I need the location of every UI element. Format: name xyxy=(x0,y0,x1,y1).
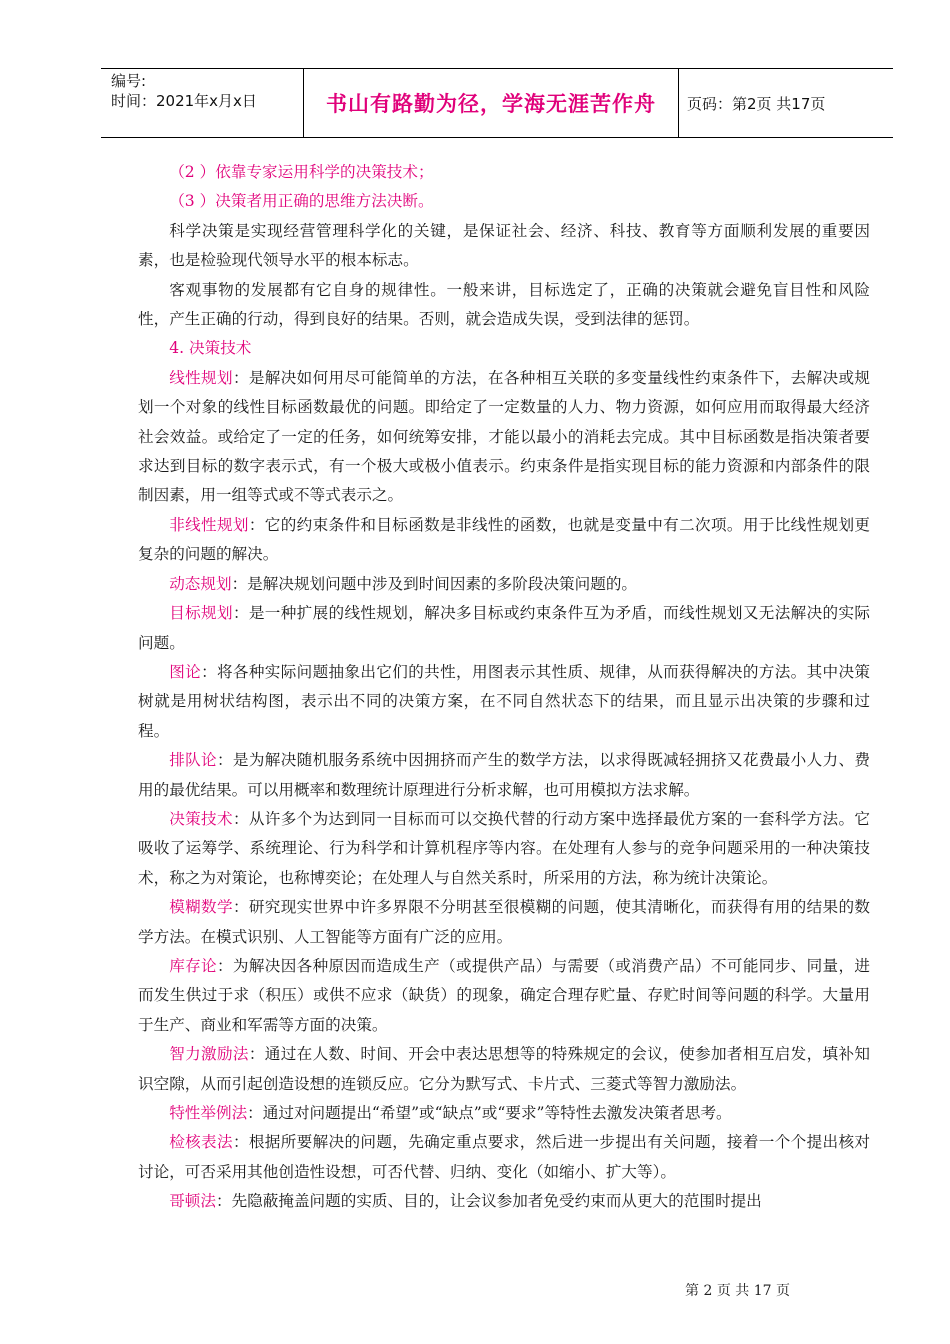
term-label: 排队论 xyxy=(169,751,217,770)
term-definition: ：为解决因各种原因而造成生产（或提供产品）与需要（或消费产品）不可能同步、同量，进而发生供过于求（积压）或供不应求（缺货）的现象，确定合理存贮量、存贮时间等问题的科学。大量用于生产、商业和军需等方面的决策。 xyxy=(138,956,870,1034)
header-page-label: 页码：第2页 共17页 xyxy=(687,94,826,113)
term-label: 目标规划 xyxy=(169,604,233,623)
term-label: 模糊数学 xyxy=(169,898,233,917)
term-definition: ：是一种扩展的线性规划，解决多目标或约束条件互为矛盾，而线性规划又无法解决的实际问题。 xyxy=(138,604,870,652)
term-paragraph xyxy=(138,570,870,599)
term-definition: ：将各种实际问题抽象出它们的共性，用图表示其性质、规律，从而获得解决的方法。其中决策树就是用树状结构图，表示出不同的决策方案，在不同自然状态下的结果，而且显示出决策的步骤和过程。 xyxy=(138,662,870,740)
document-number-label: 编号: xyxy=(111,72,147,90)
header-slogan: 书山有路勤为径，学海无涯苦作舟 xyxy=(304,69,679,137)
term-label: 哥顿法 xyxy=(169,1192,216,1211)
term-label: 决策技术 xyxy=(169,809,233,828)
term-paragraph xyxy=(138,658,870,746)
page-header xyxy=(101,68,893,138)
term-label: 检核表法 xyxy=(169,1133,233,1152)
page-footer-number: 第 2 页 共 17 页 xyxy=(685,1283,790,1299)
term-definition: ：根据所要解决的问题，先确定重点要求，然后进一步提出有关问题，接着一个个提出核对讨论，可否采用其他创造性设想，可否代替、归纳、变化（如缩小、扩大等）。 xyxy=(138,1133,870,1181)
term-label: 非线性规划 xyxy=(169,515,249,534)
term-label: 图论 xyxy=(169,662,202,681)
term-definition: ：研究现实世界中许多界限不分明甚至很模糊的问题，使其清晰化，而获得有用的结果的数学方法。在模式识别、人工智能等方面有广泛的应用。 xyxy=(138,898,870,946)
term-definition: ：它的约束条件和目标函数是非线性的函数，也就是变量中有二次项。用于比线性规划更复杂的问题的解决。 xyxy=(138,515,870,564)
term-paragraph xyxy=(138,952,870,1040)
paragraph: 科学决策是实现经营管理科学化的关键，是保证社会、经济、科技、教育等方面顺利发展的重要因素，也是检验现代领导水平的根本标志。 xyxy=(138,221,870,270)
term-definition: ：是为解决随机服务系统中因拥挤而产生的数学方法，以求得既减轻拥挤又花费最小人力、费用的最优结果。可以用概率和数理统计原理进行分析求解，也可用模拟方法求解。 xyxy=(138,751,870,799)
term-paragraph xyxy=(138,1128,870,1187)
term-definition: ：从许多个为达到同一目标而可以交换代替的行动方案中选择最优方案的一套科学方法。它吸收了运筹学、系统理论、行为科学和计算机程序等内容。在处理有人参与的竞争问题采用的一种决策技术，称之为对策论，也称博奕论；在处理人与自然关系时，所采用的方法，称为统计决策论。 xyxy=(138,809,870,887)
term-paragraph xyxy=(138,1040,870,1099)
term-paragraph xyxy=(138,599,870,658)
term-definition: ：通过对问题提出“希望”或“缺点”或“要求”等特性去激发决策者思考。 xyxy=(247,1104,732,1122)
term-paragraph xyxy=(138,746,870,805)
term-label: 线性规划 xyxy=(169,368,233,387)
term-label: 特性举例法 xyxy=(169,1104,248,1122)
term-definition: ：通过在人数、时间、开会中表达思想等的特殊规定的会议，使参加者相互启发，填补知识空隙，从而引起创造设想的连锁反应。它分为默写式、卡片式、三菱式等智力激励法。 xyxy=(138,1045,870,1093)
paragraph: （2 ）依靠专家运用科学的决策技术； xyxy=(169,163,434,181)
term-definition: ：是解决如何用尽可能简单的方法，在各种相互关联的多变量线性约束条件下，去解决或规划一个对象的线性目标函数最优的问题。即给定了一定数量的人力、物力资源，如何应用而取得最大经济社会效益。或给定了一定的任务，如何统筹安排，才能以最小的消耗去完成。其中目标函数是指决策者要求达到目标的数字表示式，有一个极大或极小值表示。约束条件是指实现目标的能力资源和内部条件的限制因素，用一组等式或不等式表示之。 xyxy=(138,368,870,505)
term-paragraph xyxy=(138,364,870,511)
term-paragraph xyxy=(138,805,870,893)
header-meta xyxy=(101,69,304,137)
term-paragraph xyxy=(138,511,870,570)
term-paragraph xyxy=(138,893,870,952)
term-label: 动态规划 xyxy=(169,574,232,593)
term-paragraph xyxy=(138,1099,870,1128)
section-heading: 4. 决策技术 xyxy=(169,339,252,358)
term-definition: ：是解决规划问题中涉及到时间因素的多阶段决策问题的。 xyxy=(231,574,638,593)
document-body xyxy=(138,158,870,1217)
paragraph: （3 ）决策者用正确的思维方法决断。 xyxy=(169,192,434,211)
term-definition: ：先隐蔽掩盖问题的实质、目的，让会议参加者免受约束而从更大的范围时提出 xyxy=(215,1192,762,1211)
term-label: 库存论 xyxy=(169,956,217,975)
term-paragraph xyxy=(138,1187,870,1216)
term-label: 智力激励法 xyxy=(169,1045,249,1064)
document-date-label: 时间：2021年x月x日 xyxy=(111,92,257,110)
paragraph: 客观事物的发展都有它自身的规律性。一般来讲，目标选定了，正确的决策就会避免盲目性和风险性，产生正确的行动，得到良好的结果。否则，就会造成失误，受到法律的惩罚。 xyxy=(138,280,870,329)
